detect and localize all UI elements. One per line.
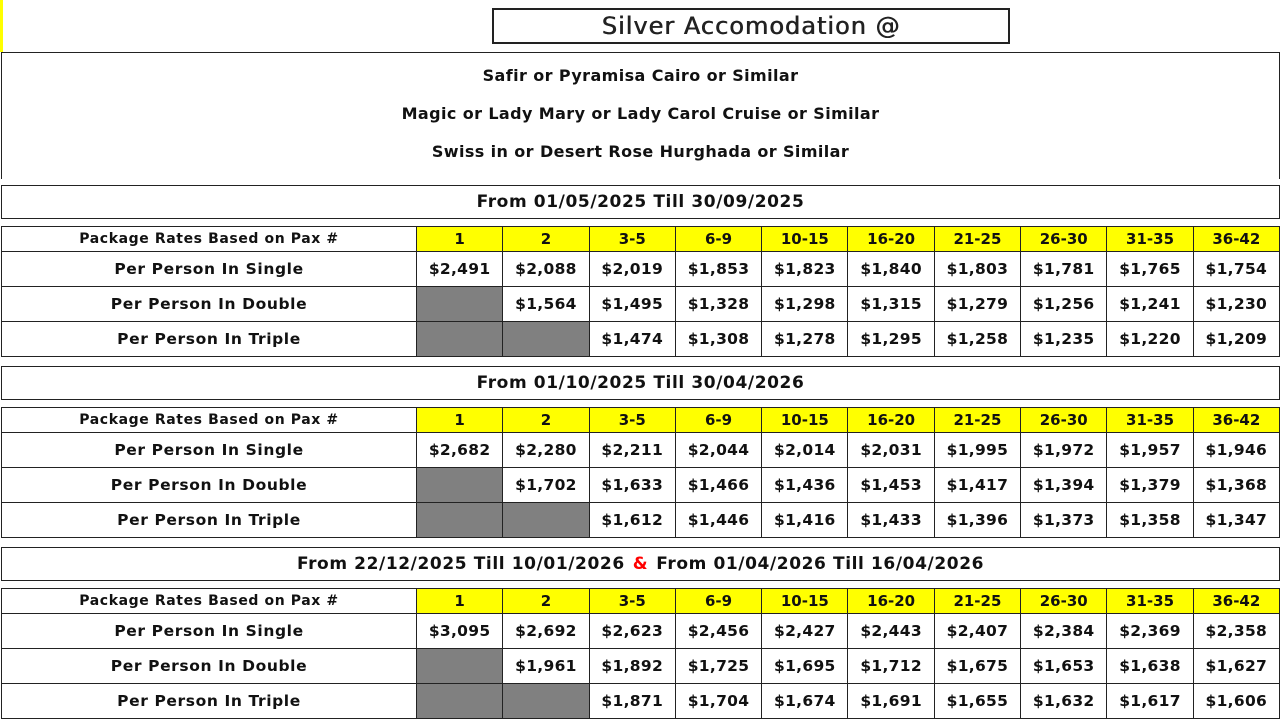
- pax-header: 26-30: [1021, 589, 1107, 614]
- rates-table-period-2: [1, 407, 1280, 538]
- pax-header: 36-42: [1193, 408, 1279, 433]
- price-cell: $1,691: [848, 684, 934, 719]
- price-cell: $1,298: [762, 287, 848, 322]
- price-cell: $1,220: [1107, 322, 1193, 357]
- price-cell: $1,633: [589, 468, 675, 503]
- price-cell: $1,871: [589, 684, 675, 719]
- price-cell: $1,474: [589, 322, 675, 357]
- price-cell: $1,612: [589, 503, 675, 538]
- price-cell: $1,995: [934, 433, 1020, 468]
- unavailable-cell: [503, 503, 589, 538]
- price-cell: $1,712: [848, 649, 934, 684]
- price-cell: $2,692: [503, 614, 589, 649]
- price-cell: $1,638: [1107, 649, 1193, 684]
- price-cell: $1,373: [1021, 503, 1107, 538]
- period-3-title-part2: From 01/04/2026 Till 16/04/2026: [656, 554, 985, 574]
- price-cell: $1,230: [1193, 287, 1279, 322]
- price-cell: $2,682: [417, 433, 503, 468]
- price-cell: $1,695: [762, 649, 848, 684]
- price-cell: $1,396: [934, 503, 1020, 538]
- pax-header: 10-15: [762, 589, 848, 614]
- hotel-cairo: Safir or Pyramisa Cairo or Similar: [482, 66, 799, 85]
- price-cell: $1,840: [848, 252, 934, 287]
- price-cell: $1,606: [1193, 684, 1279, 719]
- unavailable-cell: [417, 287, 503, 322]
- price-cell: $2,088: [503, 252, 589, 287]
- pax-header: 6-9: [675, 408, 761, 433]
- pax-header: 6-9: [675, 227, 761, 252]
- table-row: [2, 322, 1280, 357]
- table-row: [2, 468, 1280, 503]
- pax-header: 2: [503, 227, 589, 252]
- unavailable-cell: [417, 684, 503, 719]
- row-label: Per Person In Triple: [2, 503, 417, 538]
- period-3-ampersand: &: [632, 554, 649, 574]
- row-label: Per Person In Single: [2, 614, 417, 649]
- page-title: Silver Accomodation @: [492, 8, 1010, 44]
- header-label: Package Rates Based on Pax #: [2, 589, 417, 614]
- price-cell: $2,031: [848, 433, 934, 468]
- price-cell: $1,308: [675, 322, 761, 357]
- price-cell: $1,704: [675, 684, 761, 719]
- unavailable-cell: [417, 503, 503, 538]
- table-row: [2, 649, 1280, 684]
- price-cell: $1,946: [1193, 433, 1279, 468]
- pax-header: 26-30: [1021, 408, 1107, 433]
- price-cell: $2,280: [503, 433, 589, 468]
- row-label: Per Person In Triple: [2, 684, 417, 719]
- price-cell: $1,328: [675, 287, 761, 322]
- pax-header: 6-9: [675, 589, 761, 614]
- unavailable-cell: [417, 322, 503, 357]
- unavailable-cell: [503, 322, 589, 357]
- rates-table-period-3: [1, 588, 1280, 719]
- pax-header: 31-35: [1107, 408, 1193, 433]
- price-cell: $1,972: [1021, 433, 1107, 468]
- pax-header: 3-5: [589, 408, 675, 433]
- price-cell: $1,781: [1021, 252, 1107, 287]
- unavailable-cell: [417, 468, 503, 503]
- pax-header: 1: [417, 408, 503, 433]
- price-cell: $1,347: [1193, 503, 1279, 538]
- price-cell: $1,617: [1107, 684, 1193, 719]
- price-cell: $1,315: [848, 287, 934, 322]
- pax-header: 21-25: [934, 589, 1020, 614]
- row-label: Per Person In Double: [2, 649, 417, 684]
- price-cell: $1,892: [589, 649, 675, 684]
- pax-header: 1: [417, 589, 503, 614]
- price-cell: $2,491: [417, 252, 503, 287]
- header-row: [2, 408, 1280, 433]
- price-cell: $1,258: [934, 322, 1020, 357]
- price-cell: $3,095: [417, 614, 503, 649]
- price-cell: $1,725: [675, 649, 761, 684]
- period-3-title: [1, 547, 1280, 581]
- price-cell: $1,853: [675, 252, 761, 287]
- row-label: Per Person In Single: [2, 433, 417, 468]
- header-row: [2, 589, 1280, 614]
- header-label: Package Rates Based on Pax #: [2, 408, 417, 433]
- pax-header: 16-20: [848, 227, 934, 252]
- price-cell: $2,044: [675, 433, 761, 468]
- row-label: Per Person In Double: [2, 287, 417, 322]
- pax-header: 10-15: [762, 227, 848, 252]
- left-highlight-strip: [0, 0, 3, 52]
- table-row: [2, 503, 1280, 538]
- header-row: [2, 227, 1280, 252]
- price-cell: $2,358: [1193, 614, 1279, 649]
- table-row: [2, 684, 1280, 719]
- price-cell: $1,241: [1107, 287, 1193, 322]
- hotel-cruise: Magic or Lady Mary or Lady Carol Cruise or Similar: [401, 104, 880, 123]
- pax-header: 21-25: [934, 227, 1020, 252]
- row-label: Per Person In Double: [2, 468, 417, 503]
- price-cell: $1,446: [675, 503, 761, 538]
- table-row: [2, 287, 1280, 322]
- period-1-title: From 01/05/2025 Till 30/09/2025: [1, 185, 1280, 219]
- price-cell: $2,019: [589, 252, 675, 287]
- price-cell: $1,702: [503, 468, 589, 503]
- price-cell: $2,211: [589, 433, 675, 468]
- price-cell: $1,394: [1021, 468, 1107, 503]
- header-label: Package Rates Based on Pax #: [2, 227, 417, 252]
- price-cell: $1,209: [1193, 322, 1279, 357]
- pax-header: 26-30: [1021, 227, 1107, 252]
- row-label: Per Person In Triple: [2, 322, 417, 357]
- period-3-title-part1: From 22/12/2025 Till 10/01/2026: [296, 554, 625, 574]
- price-cell: $1,416: [762, 503, 848, 538]
- price-cell: $1,632: [1021, 684, 1107, 719]
- price-cell: $1,453: [848, 468, 934, 503]
- price-cell: $2,623: [589, 614, 675, 649]
- price-cell: $1,754: [1193, 252, 1279, 287]
- price-cell: $1,436: [762, 468, 848, 503]
- price-cell: $1,495: [589, 287, 675, 322]
- price-cell: $2,384: [1021, 614, 1107, 649]
- pax-header: 3-5: [589, 227, 675, 252]
- price-cell: $1,368: [1193, 468, 1279, 503]
- price-cell: $1,765: [1107, 252, 1193, 287]
- pax-header: 31-35: [1107, 589, 1193, 614]
- price-cell: $1,564: [503, 287, 589, 322]
- pax-header: 10-15: [762, 408, 848, 433]
- hotel-hurghada: Swiss in or Desert Rose Hurghada or Similar: [431, 142, 850, 161]
- price-cell: $1,653: [1021, 649, 1107, 684]
- pax-header: 16-20: [848, 408, 934, 433]
- pax-header: 21-25: [934, 408, 1020, 433]
- price-cell: $1,627: [1193, 649, 1279, 684]
- pax-header: 36-42: [1193, 589, 1279, 614]
- price-cell: $1,358: [1107, 503, 1193, 538]
- pax-header: 1: [417, 227, 503, 252]
- pax-header: 2: [503, 589, 589, 614]
- price-cell: $1,417: [934, 468, 1020, 503]
- unavailable-cell: [503, 684, 589, 719]
- price-cell: $1,961: [503, 649, 589, 684]
- pax-header: 2: [503, 408, 589, 433]
- price-cell: $2,456: [675, 614, 761, 649]
- price-cell: $1,655: [934, 684, 1020, 719]
- price-cell: $1,466: [675, 468, 761, 503]
- pax-header: 3-5: [589, 589, 675, 614]
- price-cell: $1,675: [934, 649, 1020, 684]
- price-cell: $1,957: [1107, 433, 1193, 468]
- price-cell: $1,295: [848, 322, 934, 357]
- pax-header: 31-35: [1107, 227, 1193, 252]
- price-cell: $1,379: [1107, 468, 1193, 503]
- price-cell: $2,407: [934, 614, 1020, 649]
- price-cell: $1,433: [848, 503, 934, 538]
- pax-header: 36-42: [1193, 227, 1279, 252]
- hotel-list: [1, 52, 1280, 179]
- rates-table-period-1: [1, 226, 1280, 357]
- price-cell: $1,278: [762, 322, 848, 357]
- price-cell: $1,803: [934, 252, 1020, 287]
- price-cell: $2,443: [848, 614, 934, 649]
- row-label: Per Person In Single: [2, 252, 417, 287]
- unavailable-cell: [417, 649, 503, 684]
- table-row: [2, 252, 1280, 287]
- table-row: [2, 433, 1280, 468]
- price-cell: $2,369: [1107, 614, 1193, 649]
- table-row: [2, 614, 1280, 649]
- price-cell: $1,674: [762, 684, 848, 719]
- price-cell: $2,427: [762, 614, 848, 649]
- pax-header: 16-20: [848, 589, 934, 614]
- price-cell: $2,014: [762, 433, 848, 468]
- price-cell: $1,823: [762, 252, 848, 287]
- price-cell: $1,279: [934, 287, 1020, 322]
- price-cell: $1,235: [1021, 322, 1107, 357]
- price-cell: $1,256: [1021, 287, 1107, 322]
- period-2-title: From 01/10/2025 Till 30/04/2026: [1, 366, 1280, 400]
